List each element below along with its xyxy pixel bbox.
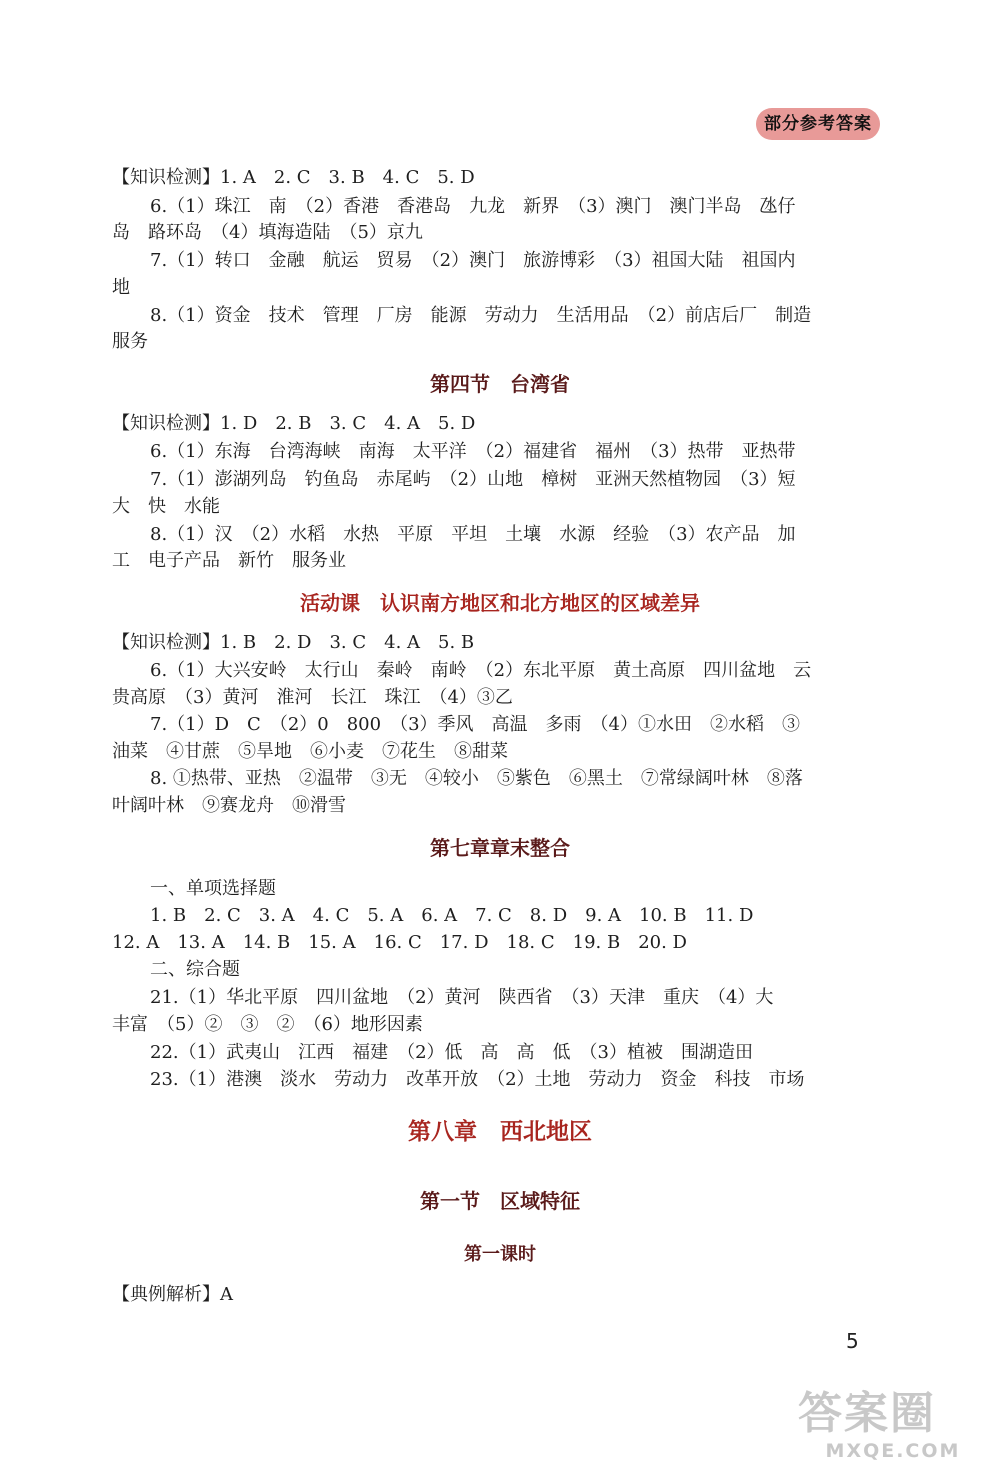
text-line: 叶阔叶林 ⑨赛龙舟 ⑩滑雪 xyxy=(112,795,346,816)
section-heading: 第四节 台湾省 xyxy=(430,372,570,396)
answer-key-badge: 部分参考答案 xyxy=(756,108,880,140)
text-line: 22.（1）武夷山 江西 福建 （2）低 高 高 低 （3）植被 围湖造田 xyxy=(150,1042,753,1063)
watermark-logo: 答案圈 xyxy=(798,1388,936,1439)
text-line: 12. A 13. A 14. B 15. A 16. C 17. D 18. C 19. B 20. D xyxy=(112,932,687,953)
text-line: 【知识检测】1. D 2. B 3. C 4. A 5. D xyxy=(112,413,476,434)
text-line: 8. ①热带、亚热 ②温带 ③无 ④较小 ⑤紫色 ⑥黑土 ⑦常绿阔叶林 ⑧落 xyxy=(150,768,803,789)
text-line: 8.（1）资金 技术 管理 厂房 能源 劳动力 生活用品 （2）前店后厂 制造 xyxy=(150,305,812,326)
text-line: 7.（1）转口 金融 航运 贸易 （2）澳门 旅游博彩 （3）祖国大陆 祖国内 xyxy=(150,250,796,271)
text-line: 7.（1）澎湖列岛 钓鱼岛 赤尾屿 （2）山地 樟树 亚洲天然植物园 （3）短 xyxy=(150,469,796,490)
text-line: 服务 xyxy=(112,331,148,352)
text-line: 贵高原 （3）黄河 淮河 长江 珠江 （4）③乙 xyxy=(112,687,513,708)
section-heading: 第一节 区域特征 xyxy=(420,1189,580,1213)
section-heading: 第七章章末整合 xyxy=(430,836,570,860)
watermark xyxy=(798,1388,988,1468)
text-line: 7.（1）D C （2）0 800 （3）季风 高温 多雨 （4）①水田 ②水稻 ③ xyxy=(150,714,800,735)
text-line: 23.（1）港澳 淡水 劳动力 改革开放 （2）土地 劳动力 资金 科技 市场 xyxy=(150,1069,805,1090)
text-line: 6.（1）珠江 南 （2）香港 香港岛 九龙 新界 （3）澳门 澳门半岛 氹仔 xyxy=(150,196,796,217)
section-heading: 活动课 认识南方地区和北方地区的区域差异 xyxy=(300,591,700,615)
text-line: 21.（1）华北平原 四川盆地 （2）黄河 陕西省 （3）天津 重庆 （4）大 xyxy=(150,987,774,1008)
text-line: 6.（1）大兴安岭 太行山 秦岭 南岭 （2）东北平原 黄土高原 四川盆地 云 xyxy=(150,660,812,681)
text-line: 工 电子产品 新竹 服务业 xyxy=(112,550,346,571)
watermark-url: MXQE.COM xyxy=(825,1440,961,1462)
text-line: 油菜 ④甘蔗 ⑤旱地 ⑥小麦 ⑦花生 ⑧甜菜 xyxy=(112,741,508,762)
text-line: 地 xyxy=(112,277,130,298)
page-number: 5 xyxy=(846,1329,859,1353)
text-line: 8.（1）汉 （2）水稻 水热 平原 平坦 土壤 水源 经验 （3）农产品 加 xyxy=(150,524,796,545)
subheading: 一、单项选择题 xyxy=(150,878,276,899)
text-line: 【知识检测】1. A 2. C 3. B 4. C 5. D xyxy=(112,167,475,188)
chapter-heading: 第八章 西北地区 xyxy=(408,1119,592,1145)
text-line: 岛 路环岛 （4）填海造陆 （5）京九 xyxy=(112,222,423,243)
text-line: 丰富 （5）② ③ ② （6）地形因素 xyxy=(112,1014,423,1035)
subheading: 二、综合题 xyxy=(150,959,240,980)
text-line: 1. B 2. C 3. A 4. C 5. A 6. A 7. C 8. D 9. A 10. B 11. D xyxy=(150,905,754,926)
lesson-heading: 第一课时 xyxy=(464,1244,536,1265)
text-line: 【知识检测】1. B 2. D 3. C 4. A 5. B xyxy=(112,632,475,653)
text-line: 6.（1）东海 台湾海峡 南海 太平洋 （2）福建省 福州 （3）热带 亚热带 xyxy=(150,441,796,462)
text-line: 大 快 水能 xyxy=(112,496,220,517)
text-line: 【典例解析】A xyxy=(112,1284,233,1305)
